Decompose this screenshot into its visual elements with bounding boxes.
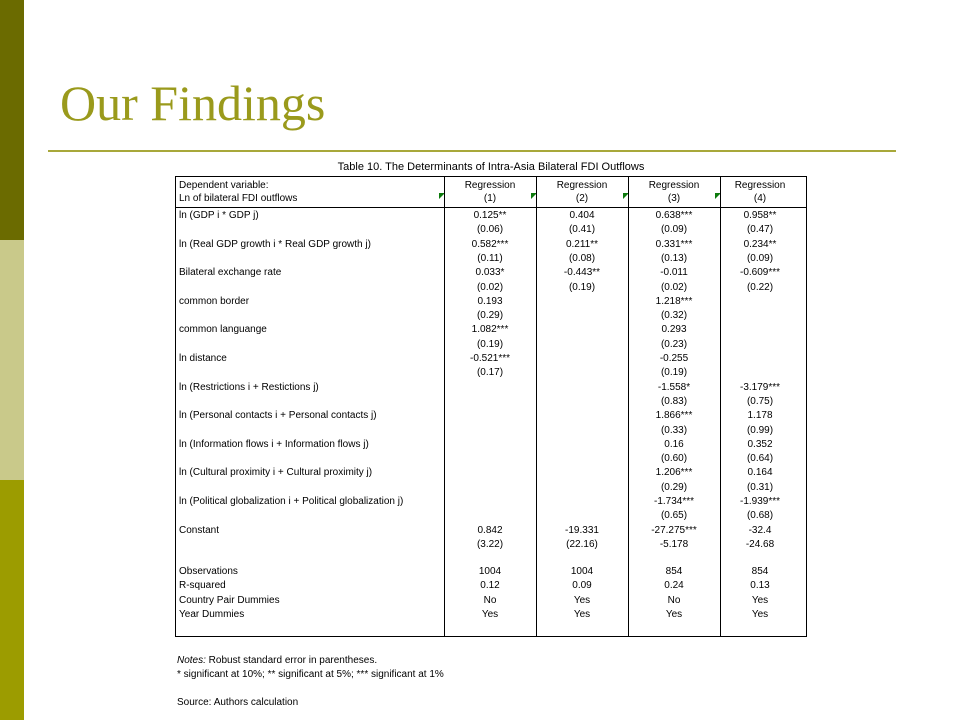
table-cell bbox=[536, 309, 628, 323]
table-cell: (0.02) bbox=[476, 281, 504, 293]
table-cell: -1.558* bbox=[657, 381, 691, 393]
column-header-number: (2) bbox=[575, 193, 589, 204]
table-cell bbox=[714, 352, 806, 366]
table-cell bbox=[444, 495, 536, 509]
summary-cell: Yes bbox=[751, 594, 769, 606]
table-cell: -0.255 bbox=[659, 353, 689, 364]
row-label: common languange bbox=[179, 324, 267, 336]
table-cell: -0.011 bbox=[660, 267, 688, 279]
table-cell bbox=[536, 481, 628, 495]
row-label: Bilateral exchange rate bbox=[179, 267, 282, 279]
table-cell: 0.352 bbox=[747, 438, 773, 450]
table-cell bbox=[444, 424, 536, 438]
notes-label: Notes: bbox=[177, 655, 206, 666]
table-cell: -27.275*** bbox=[651, 524, 697, 536]
column-header-number: (1) bbox=[483, 193, 497, 204]
notes-line-2: * significant at 10%; ** significant at 5%; *** significant at 1% bbox=[177, 669, 444, 680]
table-cell bbox=[714, 295, 806, 309]
title-divider bbox=[48, 150, 896, 152]
table-cell: -0.443** bbox=[563, 267, 601, 279]
regression-table bbox=[175, 176, 807, 637]
table-cell: -5.178 bbox=[659, 538, 689, 550]
table-cell bbox=[536, 452, 628, 466]
table-cell: 0.164 bbox=[747, 467, 773, 479]
summary-cell: 854 bbox=[665, 566, 683, 578]
left-accent-bar-top bbox=[0, 0, 24, 240]
column-header-number: (4) bbox=[753, 193, 767, 204]
table-cell bbox=[536, 438, 628, 452]
table-cell bbox=[714, 366, 806, 380]
table-cell: (0.19) bbox=[660, 367, 688, 379]
table-cell: (0.68) bbox=[746, 510, 774, 522]
table-cell: (0.75) bbox=[746, 395, 774, 407]
table-cell: (0.47) bbox=[746, 224, 774, 236]
table-cell: 0.125** bbox=[473, 210, 507, 221]
table-cell bbox=[536, 338, 628, 352]
table-cell: (22.16) bbox=[566, 538, 598, 550]
table-cell bbox=[536, 323, 628, 337]
header-divider bbox=[176, 207, 806, 208]
table-cell: -1.939*** bbox=[739, 496, 781, 507]
summary-cell: 0.24 bbox=[664, 580, 684, 592]
table-cell: (0.64) bbox=[746, 453, 774, 465]
column-header-name: Regression bbox=[734, 180, 786, 191]
table-cell: (0.08) bbox=[568, 252, 596, 264]
row-label: ln (GDP i * GDP j) bbox=[179, 210, 259, 221]
table-cell bbox=[444, 481, 536, 495]
table-cell bbox=[714, 309, 806, 323]
table-cell bbox=[536, 295, 628, 309]
table-cell bbox=[536, 424, 628, 438]
summary-cell: Yes bbox=[751, 608, 769, 620]
row-label: common border bbox=[179, 295, 250, 307]
summary-row-label: Observations bbox=[179, 566, 238, 578]
table-cell bbox=[536, 495, 628, 509]
table-cell: 0.582*** bbox=[471, 238, 509, 250]
summary-cell: No bbox=[667, 594, 681, 606]
table-cell: -3.179*** bbox=[739, 381, 781, 393]
table-cell: 0.958** bbox=[743, 210, 777, 221]
table-cell bbox=[444, 395, 536, 409]
table-cell: (0.32) bbox=[660, 310, 688, 322]
table-cell: 0.193 bbox=[477, 295, 503, 307]
table-cell: (0.06) bbox=[476, 224, 504, 236]
slide-title: Our Findings bbox=[60, 75, 326, 131]
table-cell: (0.02) bbox=[660, 281, 688, 293]
table-cell: -0.609*** bbox=[739, 267, 781, 279]
table-cell bbox=[536, 381, 628, 395]
table-cell bbox=[714, 338, 806, 352]
source-note: Source: Authors calculation bbox=[177, 697, 299, 708]
table-cell: (0.29) bbox=[476, 310, 504, 322]
notes-line-1 bbox=[177, 654, 377, 668]
table-cell: -24.68 bbox=[745, 538, 775, 550]
table-cell: (0.19) bbox=[568, 281, 596, 293]
column-header-name: Regression bbox=[464, 180, 516, 191]
left-accent-bar-bottom bbox=[0, 480, 24, 720]
row-label: ln (Real GDP growth i * Real GDP growth j) bbox=[179, 238, 371, 250]
table-cell: (0.29) bbox=[660, 481, 688, 493]
summary-row-label: Country Pair Dummies bbox=[179, 594, 280, 606]
summary-cell: 1004 bbox=[570, 566, 594, 578]
table-cell: -19.331 bbox=[565, 524, 599, 536]
table-cell: (0.33) bbox=[660, 424, 688, 436]
table-cell bbox=[536, 466, 628, 480]
column-header-number: (3) bbox=[667, 193, 681, 204]
header-label-line1: Dependent variable: bbox=[179, 180, 269, 191]
row-label: ln distance bbox=[179, 353, 227, 364]
table-cell: (0.22) bbox=[746, 281, 774, 293]
row-label: ln (Personal contacts i + Personal contacts j) bbox=[179, 410, 377, 422]
table-cell bbox=[444, 509, 536, 523]
table-cell: -1.734*** bbox=[653, 496, 695, 507]
table-cell: 0.638*** bbox=[655, 210, 693, 221]
table-cell: (0.09) bbox=[746, 252, 774, 264]
header-label-line2: Ln of bilateral FDI outflows bbox=[179, 193, 298, 204]
row-label: ln (Cultural proximity i + Cultural proximity j) bbox=[179, 467, 373, 479]
left-accent-bar-middle bbox=[0, 240, 24, 480]
summary-cell: 854 bbox=[751, 566, 769, 578]
table-cell: 1.082*** bbox=[471, 324, 509, 336]
table-cell: (0.41) bbox=[568, 224, 596, 236]
table-cell bbox=[444, 438, 536, 452]
table-cell: 0.033* bbox=[475, 267, 505, 279]
summary-cell: No bbox=[483, 594, 497, 606]
table-cell: 1.178 bbox=[747, 410, 773, 422]
table-cell: (0.31) bbox=[746, 481, 774, 493]
table-cell bbox=[536, 352, 628, 366]
summary-cell: 1004 bbox=[478, 566, 502, 578]
table-cell: (0.23) bbox=[660, 338, 688, 350]
summary-cell: 0.12 bbox=[480, 580, 500, 592]
table-cell bbox=[536, 395, 628, 409]
table-caption: Table 10. The Determinants of Intra-Asia Bilateral FDI Outflows bbox=[337, 161, 645, 173]
row-label: Constant bbox=[179, 524, 220, 536]
summary-row-label: R-squared bbox=[179, 580, 226, 592]
summary-cell: Yes bbox=[573, 594, 591, 606]
table-cell: (0.99) bbox=[746, 424, 774, 436]
table-cell bbox=[536, 409, 628, 423]
table-cell: (3.22) bbox=[476, 538, 504, 550]
table-cell: 0.16 bbox=[664, 438, 684, 450]
table-cell: 0.293 bbox=[661, 324, 687, 336]
summary-cell: 0.09 bbox=[572, 580, 592, 592]
column-header-name: Regression bbox=[648, 180, 700, 191]
table-cell: (0.65) bbox=[660, 510, 688, 522]
summary-cell: Yes bbox=[665, 608, 683, 620]
table-cell: (0.17) bbox=[476, 367, 504, 379]
table-cell: -32.4 bbox=[748, 524, 772, 536]
table-cell: (0.09) bbox=[660, 224, 688, 236]
column-header-name: Regression bbox=[556, 180, 608, 191]
table-cell: -0.521*** bbox=[469, 353, 511, 364]
table-cell: (0.13) bbox=[660, 252, 688, 264]
row-label: ln (Restrictions i + Restictions j) bbox=[179, 381, 319, 393]
table-cell: 1.866*** bbox=[655, 410, 693, 422]
table-cell: (0.83) bbox=[660, 395, 688, 407]
table-cell bbox=[536, 509, 628, 523]
summary-cell: 0.13 bbox=[750, 580, 770, 592]
summary-cell: Yes bbox=[481, 608, 499, 620]
table-cell: 0.842 bbox=[477, 524, 503, 536]
summary-cell: Yes bbox=[573, 608, 591, 620]
table-cell bbox=[714, 323, 806, 337]
table-cell: 0.404 bbox=[569, 210, 595, 221]
row-label: ln (Political globalization i + Political globalization j) bbox=[179, 496, 404, 507]
table-cell: 0.211** bbox=[565, 238, 599, 250]
row-label: ln (Information flows i + Information flows j) bbox=[179, 438, 369, 450]
table-cell bbox=[536, 366, 628, 380]
summary-row-label: Year Dummies bbox=[179, 608, 245, 620]
table-cell: (0.60) bbox=[660, 453, 688, 465]
table-cell bbox=[444, 409, 536, 423]
table-cell: 0.234** bbox=[743, 238, 777, 250]
table-cell: 1.206*** bbox=[655, 467, 693, 479]
table-cell: (0.19) bbox=[476, 338, 504, 350]
table-cell: 0.331*** bbox=[655, 238, 693, 250]
table-cell: (0.11) bbox=[477, 252, 503, 264]
notes-text: Robust standard error in parentheses. bbox=[205, 655, 378, 666]
table-cell bbox=[444, 466, 536, 480]
table-cell: 1.218*** bbox=[655, 295, 693, 307]
table-cell bbox=[444, 452, 536, 466]
table-cell bbox=[444, 381, 536, 395]
